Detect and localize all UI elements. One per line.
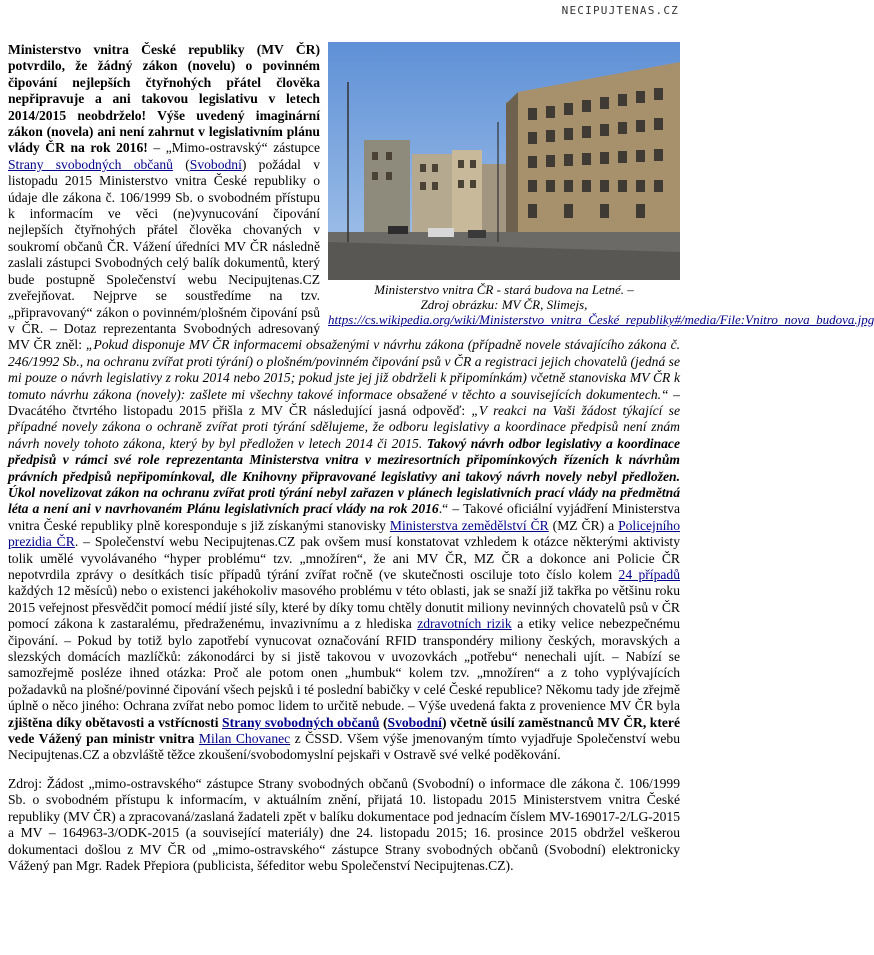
caption-line-1: Ministerstvo vnitra ČR - stará budova na Letné. – [374,282,634,297]
link-24-pripadu[interactable]: 24 případů [618,567,680,582]
source-note: Zdroj: Žádost „mimo-ostravského“ zástupce Strany svobodných občanů (Svobodní) o informace dle zákona č. 106/1999 Sb. o svobodném přístupu k informacím, v aktuálním znění, přijatá 10. listopadu 2015 Ministerstvem vnitra České republiky (MV ČR) a zpracovaná/zaslaná žadateli zpět v balíku dokumentace pod jednacím číslem MV-169017-2/LG-2015 a MV – 164963-3/ODK-2015 (a související materiály) dne 24. listopadu 2015; 16. prosince 2015 obdržel veškerou dokumentaci došlou z MV ČR od „mimo-ostravského“ zástupce Strany svobodných občanů (Svobodní) elektronicky Vážený pan Mgr. Radek Přepiora (publicista, šéfeditor webu Společenství Necipujtenas.CZ). [8,775,680,873]
text-segment: ( [379,714,388,730]
text-segment: ) včetně úsilí zaměstnanců MV ČR, které vede Vážený pan ministr vnitra [8,714,680,747]
query-quote: „Pokud disponuje MV ČR informacemi obsaženými v návrhu zákona (případně novele stávajícího zákona č. 246/1992 Sb., na ochranu zvířat proti týrání) o plošném/povinném čipování psů v ČR a registraci jejich chovatelů (jedná se mi pouze o návrh legislativy z roku 2014 nebo 2015; pokud jste jej již obdrželi k připomínkám) včetně stanoviska MV ČR k tomuto návrhu zákona (novely): zašlete mi všechny takové informace obsažené v těchto a souvisejících dokumentech.“ [8,337,680,402]
figure-caption [328,282,874,327]
article [8,42,874,874]
text-segment: ) požádal v listopadu 2015 Ministerstvo vnitra České republiky o údaje dle zákona č. 106/1999 Sb. o svobodném přístupu k informacím ve věci (ne)vynucování čipování nejlepších čtyřnohých přátel člověka chovaných v soukromí občanů ČR. Vážení úředníci MV ČR následně zaslali zástupci Svobodných celý balík dokumentů, který bude postupně Společenství webu Necipujtenas.CZ zveřejňovat. Nejprve se soustředíme na tzv. „připravovaný“ zákon o povinném/plošném čipování psů v ČR. – Dotaz reprezentanta Svobodných adresovaný MV ČR zněl: [8,156,320,353]
link-svobodni[interactable]: Svobodní [189,156,242,172]
thanks-emphasis: zjištěna díky obětavosti a vstřícnosti [8,714,223,730]
link-ministerstvo-zemedelstvi[interactable]: Ministerstva zemědělství ČR [389,517,549,533]
text-segment: – „Mimo-ostravský“ zástupce [147,140,320,156]
lead-statement: Ministerstvo vnitra České republiky (MV ČR) potvrdilo, že žádný zákon (novelu) o povinném čipování nejlepších čtyřnohých přátel člověka nepřipravuje a ani takovou legislativu v letech 2014/2015 neobdrželo! Výše uvedený imaginární zákon (novela) ani není zahrnut v legislativním plánu vlády ČR na rok 2016! [8,42,320,156]
link-strana-svobodnych[interactable]: Strany svobodných občanů [8,156,173,172]
link-milan-chovanec[interactable]: Milan Chovanec [198,731,291,747]
site-name: NECIPUJTENAS.CZ [561,4,679,17]
text-segment: a etiky velice nebezpečnému čipování. – Pokud by totiž bylo zapotřebí vynucovat označování RFID transpondéry miliony českých, moravských a slezských domácích mazlíčků: zákonodárci by si jistě takovou v uvozovkách „potřebu“ nenechali ujít. – Nabízí se samozřejmě posléze ihned otázka: Proč ale potom onen „humbuk“ kolem tzv. „množíren“ a z toho vyplývajících požadavků na plošné/povinné čipování všech pejsků i té poslední babičky v celé České republice? Někomu tady jde zřejmě úplně o něco jiného: Ochrana zvířat nebo pomoc lidem to určitě nebude. – Výše uvedená fakta z provenience MV ČR byla [8,616,680,714]
link-zdravotni-rizika[interactable]: zdravotních rizik [417,616,512,632]
link-svobodni-2[interactable]: Svobodní [387,714,442,730]
text-segment: z ČSSD. Všem výše jmenovaným tímto vyjadřuje Společenství webu Necipujtenas.CZ a obzvláště těžce zkoušení/svobodomyslní pejskaři v Ostravě své velké poděkování. [8,731,680,763]
link-strana-svobodnych-2[interactable]: Strany svobodných občanů [222,714,380,730]
text-segment: . – Společenství webu Necipujtenas.CZ pak ovšem musí konstatovat vzhledem k otázce některými aktivisty tolik umělé vyvolávaného “hyper problému“ tzv. „množíren“, že ani MV ČR, MZ ČR a dokonce ani Policie ČR nepotvrdila zprávy o desítkách tisíc případů týrání zvířat ročně (ve skutečnosti osciluje toto číslo kolem [8,534,681,582]
caption-line-2: Zdroj obrázku: MV ČR, Slimejs, [420,297,588,312]
ministry-building-photo [328,42,680,280]
text-segment: – Dvacátého čtvrtého listopadu 2015 přišla z MV ČR následující jasná odpověď: [8,386,680,418]
link-policejni-prezidium[interactable]: Policejního prezidia ČR [8,517,680,550]
answer-quote: „V reakci na Vaši žádost týkající se případné novely zákona o ochraně zvířat proti týrání sdělujeme, že odboru legislativy a koordinace předpisů není znám návrh novely tohoto zákona, který by byl předložen v letech 2014 či 2015. [8,402,680,451]
text-segment: .“ – Takové oficiální vyjádření Ministerstva vnitra České republiky plně koresponduje s již získanými stanovisky [8,501,680,533]
text-segment: každých 12 měsíců) nebo o existenci jakéhokoliv masového problému v této oblasti, jak se snaží již takřka po většinu roku 2015 veřejnost přesvědčit pomocí médií jisté síly, které by díky tomu chtěly donutit miliony nevinných chovatelů psů v ČR pomocí zákona k zastaralému, předraženému, invazivnímu a z hlediska [8,583,680,632]
answer-quote-emphasis: Takový návrh odbor legislativy a koordinace předpisů v rámci své role reprezentanta Ministerstva vnitra v meziresortních připomínkových řízeních k návrhům právních předpisů nepřipomínkoval, dle Knihovny připravované legislativy ani takový návrh novely nebyl předložen. Úkol novelizovat zákon na ochranu zvířat proti týrání nebyl zařazen v plánech legislativních prací vlády na předmětná léta a není ani v navrhovaném Plánu legislativních prací vlády na rok 2016 [8,435,680,517]
article-figure [328,42,874,327]
text-segment: ( [172,156,190,172]
text-segment: (MZ ČR) a [548,517,619,533]
caption-source-link[interactable]: https://cs.wikipedia.org/wiki/Ministerstvo_vnitra_České_republiky#/media/File:Vnitro_nova_budova.jpg [328,312,874,327]
